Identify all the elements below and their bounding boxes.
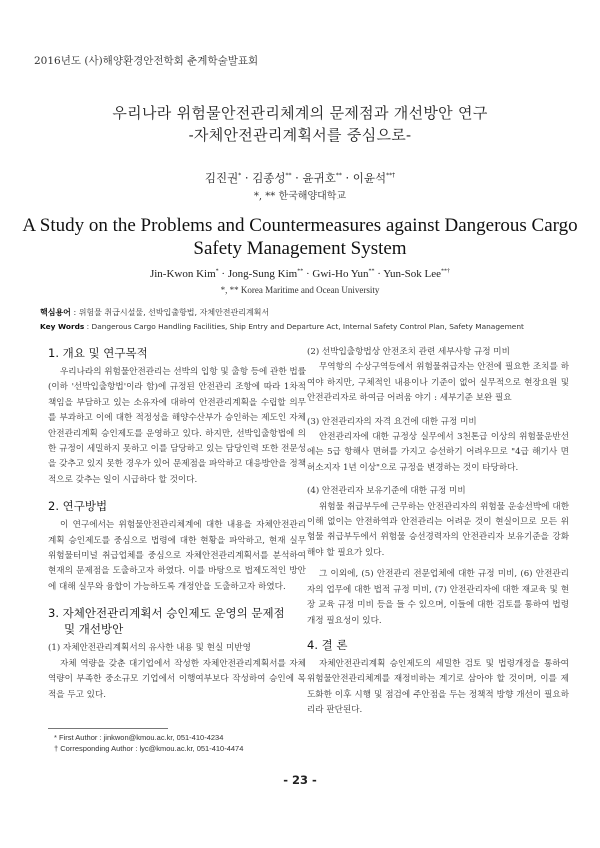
english-author-3-mark: **	[368, 268, 375, 275]
english-author-1-mark: *	[215, 268, 219, 275]
section-3-subheading-2: (2) 선박입출항법상 안전조치 관련 세부사항 규정 미비	[307, 347, 510, 357]
left-column	[48, 345, 306, 709]
section-3-subheading-4: (4) 안전관리자 보유기준에 대한 규정 미비	[307, 486, 466, 497]
section-4-heading: 4. 결 론	[307, 637, 348, 652]
section-3-subheading-1: (1) 자체안전관리계획서의 유사한 내용 및 현실 미반영	[48, 643, 251, 654]
section-1-heading: 1. 개요 및 연구목적	[48, 346, 148, 360]
korean-author-list	[0, 170, 600, 186]
korean-author-1: 김진권	[204, 171, 239, 185]
english-title-line1: A Study on the Problems and Countermeasures against Dangerous Cargo	[22, 215, 578, 236]
section-3-subheading-3: (3) 안전관리자의 자격 요건에 대한 규정 미비	[307, 416, 477, 427]
section-2-heading: 2. 연구방법	[48, 499, 108, 514]
english-author-4: Yun-Sok Lee	[383, 268, 442, 280]
footnote-2-mark: †	[54, 744, 59, 753]
footnote-first-author	[54, 733, 223, 742]
english-author-1: Jin-Kwon Kim	[149, 268, 216, 280]
english-keywords	[40, 321, 570, 333]
section-3-paragraph-4: 위험물 취급부두에 근무하는 안전관리자의 위험물 운송선박에 대한 이해 없이는 안전하역과 안전관리는 어려운 것이 현실이므로 모든 위험물 취급부두에서 위험물 승선경력자의 안전관리자 보유기준을 강화해야 할 필요가 있다.	[307, 501, 569, 558]
english-author-2-mark: **	[297, 268, 304, 275]
footnote-2-text: Corresponding Author : lyc@kmou.ac.kr, 051-410-4474	[60, 744, 244, 753]
english-author-2: Jong-Sung Kim	[227, 268, 298, 280]
footnote-corresponding-author	[54, 744, 243, 753]
english-author-3: Gwi-Ho Yun	[312, 268, 369, 280]
korean-author-1-mark: *	[238, 172, 242, 180]
korean-author-3: 윤귀호	[302, 171, 336, 185]
korean-author-2-mark: **	[285, 172, 292, 180]
korean-author-4-mark: **†	[386, 172, 396, 180]
section-3-paragraph-1: 자체 역량을 갖춘 대기업에서 작성한 자체안전관리계획서를 자체 역량이 부족한 중소규모 기업에서 이행여부보다 작성하여 승인에 목적을 두고 있다.	[48, 658, 306, 700]
author-separator: ·	[374, 268, 384, 280]
korean-keywords	[40, 307, 570, 319]
korean-keywords-text: : 위험물 취급시설물, 선박입출항법, 자체안전관리계획서	[70, 308, 270, 317]
english-author-4-mark: **†	[441, 268, 451, 275]
right-column	[307, 345, 569, 725]
page-number: - 23 -	[283, 773, 317, 787]
footnote-1-mark: *	[54, 733, 57, 742]
korean-title-line1: 우리나라 위험물안전관리체계의 문제점과 개선방안 연구	[112, 104, 488, 122]
english-affiliation: *, ** Korea Maritime and Ocean University	[220, 285, 380, 295]
section-4-paragraph: 자체안전관리계획 승인제도의 세밀한 검토 및 법령개정을 통하여 위험물안전관리체계를 재정비하는 계기로 삼아야 할 것이며, 이를 제도화한 이후 시행 및 점검에 주안점을 두는 정책적 방향 개선이 필요하리라 판단된다.	[307, 658, 569, 716]
section-3-paragraph-3: 안전관리자에 대한 규정상 실무에서 3천톤급 이상의 위험물운반선에는 5급 항해사 면허를 가지고 승선하기 어려우므로 "4급 해기사 면허소지자 1년 이상"으로 규정을 변경하는 것이 타당하다.	[307, 432, 569, 473]
author-separator: ·	[291, 171, 303, 185]
english-keywords-text: : Dangerous Cargo Handling Facilities, Ship Entry and Departure Act, Internal Safety Control Plan, Safety Management	[84, 322, 524, 331]
section-1-paragraph: 우리나라의 위험물안전관리는 선박의 입항 및 출항 등에 관한 법률(이하 '선박입출항법'이라 함)에 규정된 안전관리 조항에 따라 1차적 책임을 부담하고 있는 소유자에 대하여 안전관리계획을 수립할 의무를 부과하고 이에 대한 적정성을 해양수산부가 승인하는 제도인 자체안전관리계획 승인제도를 운영하고 있다. 하지만, 선박입출항법에 의한 규정이 세밀하지 못하고 이를 담당하고 있는 담당인력 또한 전문성을 갖추고 있지 못한 경우가 있어 문제점을 파악하고 대응방안을 정책적으로 갖추는 일이 시급하다 할 것이다.	[48, 367, 306, 485]
korean-keywords-label: 핵심용어	[40, 308, 71, 317]
english-title-line2: Safety Management System	[193, 238, 407, 259]
section-3-heading-line2: 및 개선방안	[64, 622, 124, 637]
conference-header: 2016년도 (사)해양환경안전학회 춘계학술발표회	[34, 55, 259, 67]
section-3-paragraph-5: 그 이외에, (5) 안전관리 전문업체에 대한 규정 미비, (6) 안전관리자의 업무에 대한 법적 규정 미비, (7) 안전관리자에 대한 재교육 및 현장 교육 규정 미비 등을 들 수 있으며, 이들에 대한 검토를 통하여 법령 개정 필요성이 있다.	[307, 569, 569, 626]
section-3-heading-line1: 3. 자체안전관리계획서 승인제도 운영의 문제점	[48, 606, 285, 621]
korean-affiliation: *, ** 한국해양대학교	[253, 191, 347, 202]
section-2-paragraph: 이 연구에서는 위험물안전관리체계에 대한 내용을 자체안전관리계획 승인제도를 중심으로 법령에 대한 현황을 파악하고, 현재 실무 위험물터미널 취급업체를 중심으로 자체안전관리계획서를 분석하여 현재의 문제점을 도출하고자 하였다. 이를 바탕으로 법제도적인 방안에 대해 실무와 융합이 가능하도록 개정안을 도출하고자 하였다.	[48, 520, 306, 592]
korean-author-2: 김종성	[252, 171, 286, 185]
korean-title-line2: -자체안전관리계획서를 중심으로-	[188, 126, 412, 144]
section-3-paragraph-2: 무역항의 수상구역등에서 위험물취급자는 안전에 필요한 조치를 하여야 하지만, 구체적인 내용이나 기준이 없어 실무적으로 현장요원 및 안전관리자로 하여금 어려움 야기 : 세부기준 보완 필요	[307, 362, 569, 404]
english-author-list	[0, 268, 600, 280]
author-separator: ·	[303, 268, 313, 280]
footnote-divider	[48, 728, 168, 729]
korean-author-4: 이윤석	[352, 171, 387, 185]
author-separator: ·	[218, 268, 228, 280]
footnote-1-text: First Author : jinkwon@kmou.ac.kr, 051-410-4234	[59, 733, 224, 742]
english-keywords-label: Key Words	[40, 322, 85, 331]
korean-author-3-mark: **	[335, 172, 342, 180]
author-separator: ·	[241, 171, 253, 185]
author-separator: ·	[341, 171, 353, 185]
